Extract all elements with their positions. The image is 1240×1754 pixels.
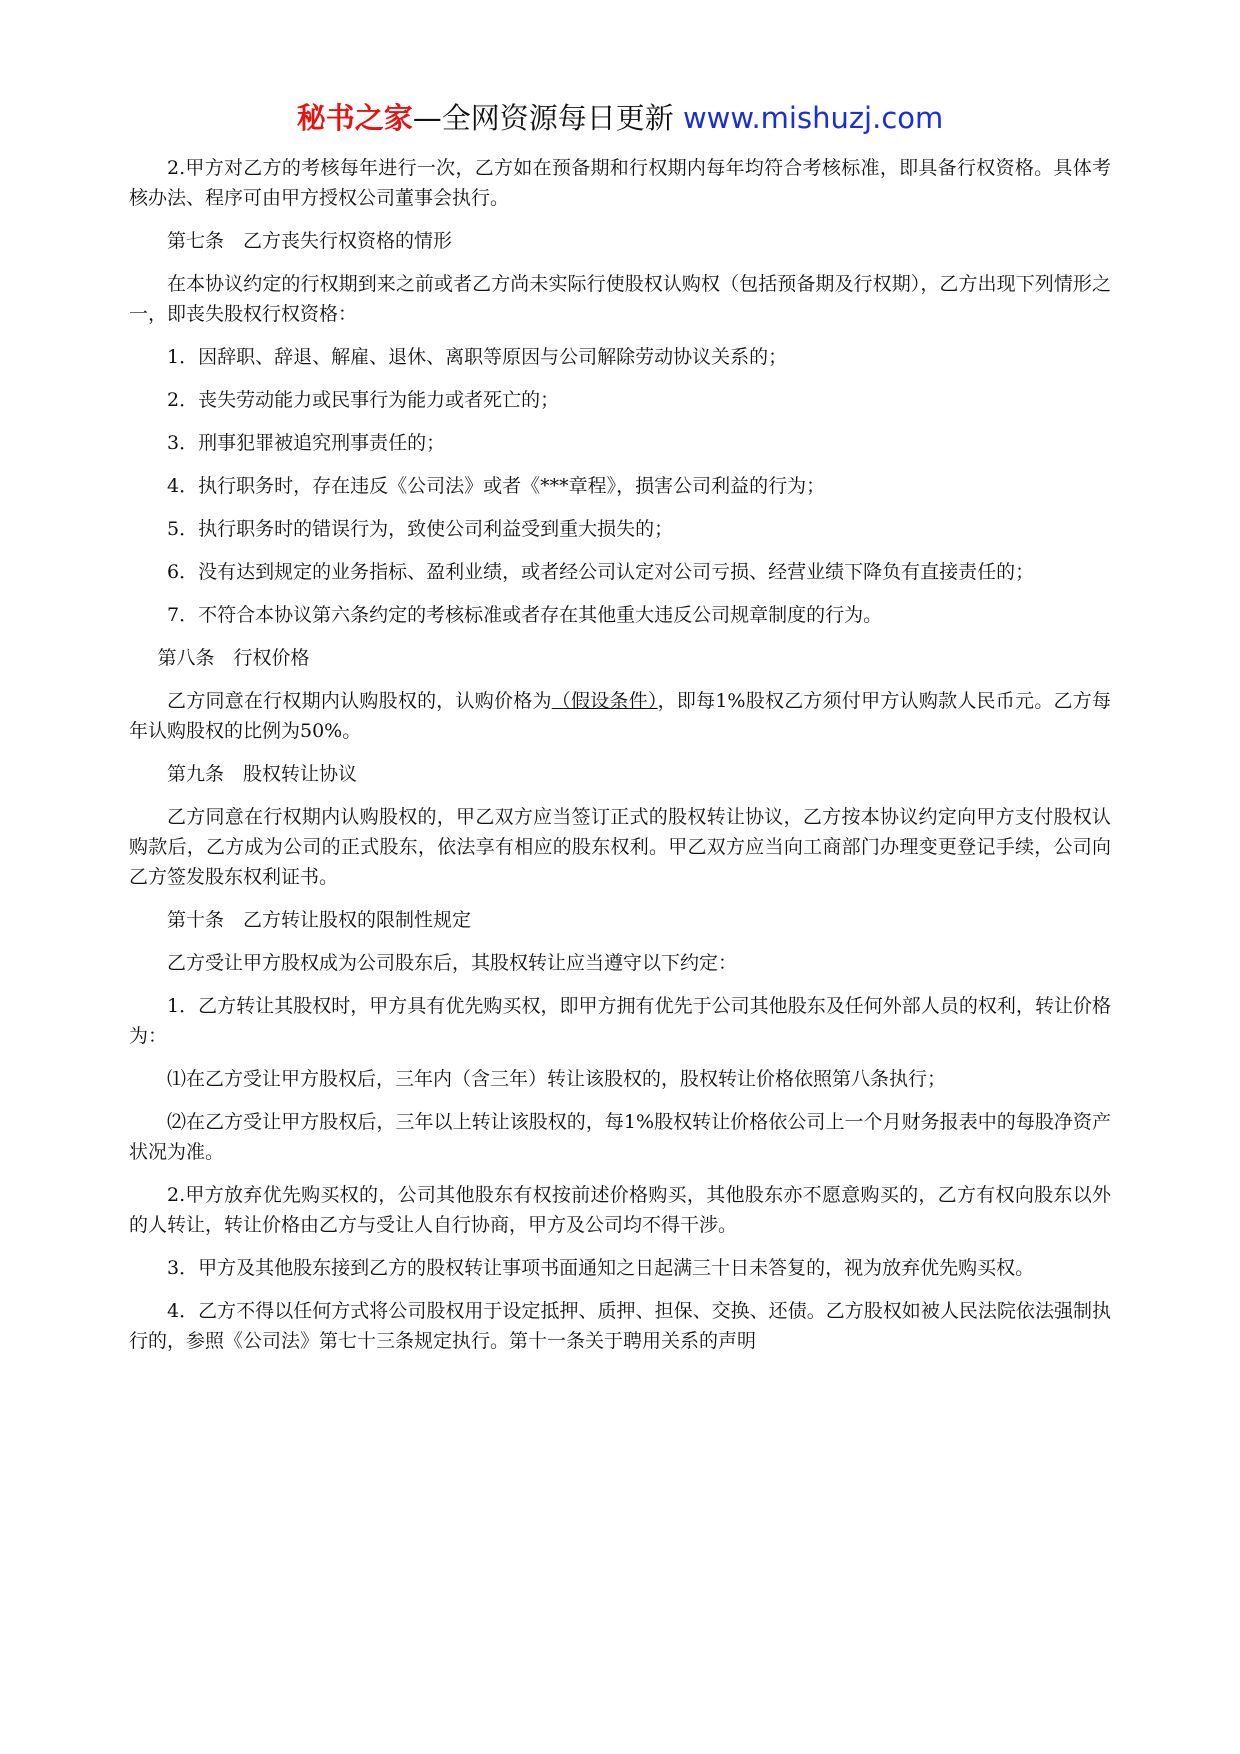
site-banner (0, 98, 1240, 138)
list-item: 2．丧失劳动能力或民事行为能力或者死亡的； (167, 389, 560, 411)
list-item: 1．乙方转让其股权时，甲方具有优先购买权，即甲方拥有优先于公司其他股东及任何外部人员的权利，转让价格为： (129, 995, 1111, 1047)
list-item: 4．执行职务时，存在违反《公司法》或者《***章程》，损害公司利益的行为； (167, 475, 826, 497)
document-body (129, 153, 1111, 1369)
paragraph: 乙方受让甲方股权成为公司股东后，其股权转让应当遵守以下约定： (167, 952, 738, 974)
price-underlined-blank: （假设条件） (551, 690, 658, 712)
paragraph: 乙方同意在行权期内认购股权的，甲乙双方应当签订正式的股权转让协议，乙方按本协议约定向甲方支付股权认购款后，乙方成为公司的正式股东，依法享有相应的股东权利。甲乙双方应当向工商部门办理变更登记手续，公司向乙方签发股东权利证书。 (129, 806, 1111, 888)
price-text-before: 乙方同意在行权期内认购股权的，认购价格为 (167, 690, 552, 712)
list-item: 2.甲方放弃优先购买权的，公司其他股东有权按前述价格购买，其他股东亦不愿意购买的，乙方有权向股东以外的人转让，转让价格由乙方与受让人自行协商，甲方及公司均不得干涉。 (129, 1184, 1111, 1236)
article-heading-10: 第十条 乙方转让股权的限制性规定 (167, 909, 472, 931)
list-item: 5．执行职务时的错误行为，致使公司利益受到重大损失的； (167, 518, 674, 540)
list-item: 3．甲方及其他股东接到乙方的股权转让事项书面通知之日起满三十日未答复的，视为放弃优先购买权。 (167, 1257, 1035, 1279)
list-item: 7．不符合本协议第六条约定的考核标准或者存在其他重大违反公司规章制度的行为。 (167, 604, 883, 626)
article-heading-7: 第七条 乙方丧失行权资格的情形 (167, 230, 453, 252)
banner-site-link[interactable]: www.mishuzj.com (682, 101, 944, 135)
price-text-after: ，即每1%股权乙方须付甲方认购款人民币元。乙方每年认购股权的比例为50%。 (129, 690, 1111, 742)
article-heading-8: 第八条 行权价格 (157, 647, 310, 669)
list-item: 1．因辞职、辞退、解雇、退休、离职等原因与公司解除劳动协议关系的； (167, 346, 788, 368)
article-heading-9: 第九条 股权转让协议 (167, 763, 358, 785)
banner-brand: 秘书之家 (296, 101, 413, 135)
banner-slogan: —全网资源每日更新 (412, 101, 674, 135)
paragraph-price (129, 686, 1111, 746)
list-item: 3．刑事犯罪被追究刑事责任的； (167, 432, 446, 454)
sub-list-item: ⑵在乙方受让甲方股权后，三年以上转让该股权的，每1%股权转让价格依公司上一个月财务报表中的每股净资产状况为准。 (129, 1111, 1111, 1163)
list-item: 4．乙方不得以任何方式将公司股权用于设定抵押、质押、担保、交换、还债。乙方股权如被人民法院依法强制执行的，参照《公司法》第七十三条规定执行。第十一条关于聘用关系的声明 (129, 1300, 1111, 1352)
paragraph: 2.甲方对乙方的考核每年进行一次，乙方如在预备期和行权期内每年均符合考核标准，即具备行权资格。具体考核办法、程序可由甲方授权公司董事会执行。 (129, 157, 1111, 209)
sub-list-item: ⑴在乙方受让甲方股权后，三年内（含三年）转让该股权的，股权转让价格依照第八条执行； (167, 1068, 947, 1090)
paragraph: 在本协议约定的行权期到来之前或者乙方尚未实际行使股权认购权（包括预备期及行权期），乙方出现下列情形之一，即丧失股权行权资格： (129, 273, 1111, 325)
list-item: 6．没有达到规定的业务指标、盈利业绩，或者经公司认定对公司亏损、经营业绩下降负有直接责任的； (167, 561, 1035, 583)
